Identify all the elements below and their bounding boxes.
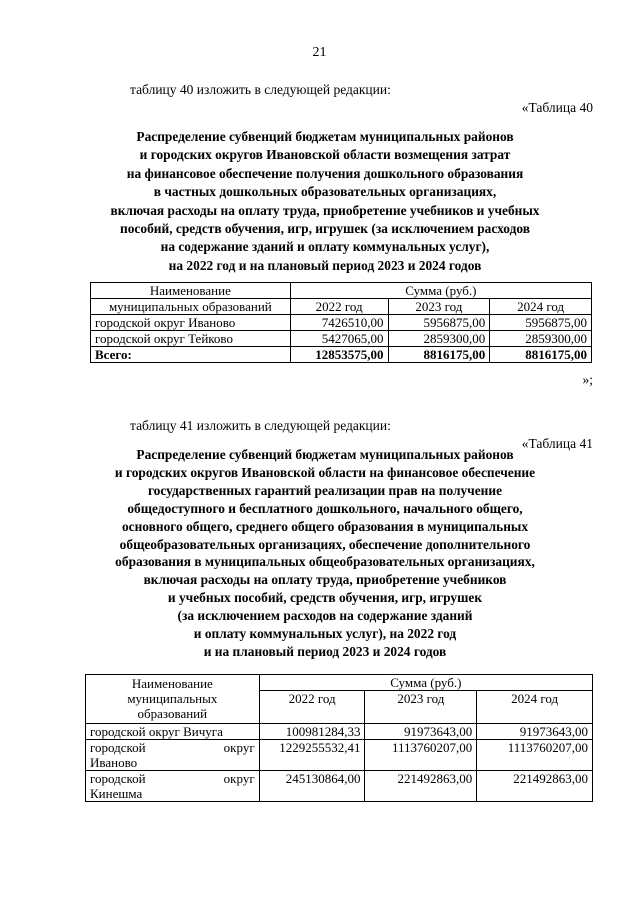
row-name-part: городской bbox=[90, 740, 146, 755]
header-year: 2022 год bbox=[290, 299, 388, 315]
title-line: основного общего, среднего общего образования в муниципальных bbox=[121, 518, 529, 534]
cell-2023: 91973643,00 bbox=[365, 724, 477, 740]
cell-2022: 245130864,00 bbox=[259, 771, 365, 802]
total-2024: 8816175,00 bbox=[490, 347, 592, 363]
cell-2023: 221492863,00 bbox=[365, 771, 477, 802]
title-line: и городских округов Ивановской области возмещения затрат bbox=[139, 147, 511, 163]
title-line: Распределение субвенций бюджетам муниципальных районов bbox=[136, 447, 514, 462]
title-line: на содержание зданий и оплату коммунальных услуг), bbox=[160, 239, 490, 255]
total-row bbox=[91, 347, 592, 363]
title-line: общеобразовательных организациях, обеспечение дополнительного bbox=[119, 536, 531, 552]
title-line: Распределение субвенций бюджетам муниципальных районов bbox=[136, 129, 514, 144]
title-line: включая расходы на оплату труда, приобретение учебников и учебных bbox=[110, 202, 540, 218]
cell-2023: 1113760207,00 bbox=[365, 740, 477, 771]
table-row bbox=[86, 724, 593, 740]
header-name-line: Наименование bbox=[131, 676, 213, 691]
header-sum: Сумма (руб.) bbox=[259, 675, 592, 691]
title-line: на 2022 год и на плановый период 2023 и 2024 годов bbox=[168, 257, 482, 273]
row-name-part: Кинешма bbox=[90, 786, 143, 801]
title-line: пособий, средств обучения, игр, игрушек (за исключением расходов bbox=[120, 221, 530, 237]
cell-2024: 1113760207,00 bbox=[477, 740, 593, 771]
title-line: (за исключением расходов на содержание зданий bbox=[177, 608, 473, 624]
intro-table-41: таблицу 41 изложить в следующей редакции: bbox=[130, 418, 391, 433]
table-40-title bbox=[80, 128, 570, 275]
table-41-title-text bbox=[80, 446, 570, 661]
header-name-line: Наименование bbox=[149, 283, 231, 298]
row-name: городской округ Вичуга bbox=[86, 724, 260, 740]
table-41 bbox=[85, 674, 593, 802]
page-number: 21 bbox=[312, 45, 327, 60]
cell-2023: 2859300,00 bbox=[388, 331, 490, 347]
closing-quote: »; bbox=[582, 372, 593, 387]
header-name-line: муниципальных образований bbox=[91, 299, 291, 315]
cell-2024: 91973643,00 bbox=[477, 724, 593, 740]
cell-2022: 1229255532,41 bbox=[259, 740, 365, 771]
total-2022: 12853575,00 bbox=[290, 347, 388, 363]
cell-2024: 221492863,00 bbox=[477, 771, 593, 802]
title-line: государственных гарантий реализации прав на получение bbox=[147, 482, 503, 498]
cell-2022: 5427065,00 bbox=[290, 331, 388, 347]
cell-2022: 7426510,00 bbox=[290, 315, 388, 331]
header-year: 2024 год bbox=[490, 299, 592, 315]
header-year: 2024 год bbox=[477, 691, 593, 724]
cell-2023: 5956875,00 bbox=[388, 315, 490, 331]
header-year: 2023 год bbox=[388, 299, 490, 315]
title-line: и городских округов Ивановской области на финансовое обеспечение bbox=[114, 464, 536, 480]
header-year: 2023 год bbox=[365, 691, 477, 724]
row-name bbox=[86, 740, 260, 771]
header-name-cell bbox=[86, 675, 260, 724]
row-name-part: Иваново bbox=[90, 755, 138, 770]
total-2023: 8816175,00 bbox=[388, 347, 490, 363]
intro-table-40: таблицу 40 изложить в следующей редакции: bbox=[130, 82, 391, 97]
header-name-line: муниципальных bbox=[127, 691, 218, 706]
row-name: городской округ Тейково bbox=[91, 331, 291, 347]
cell-2024: 2859300,00 bbox=[490, 331, 592, 347]
title-line: образования в муниципальных общеобразовательных организациях, bbox=[115, 554, 535, 570]
table-row bbox=[86, 771, 593, 802]
title-line: в частных дошкольных образовательных организациях, bbox=[153, 184, 497, 200]
table-row bbox=[91, 331, 592, 347]
row-name: городской округ Иваново bbox=[91, 315, 291, 331]
row-name-part: округ bbox=[223, 771, 255, 786]
table-40-label: «Таблица 40 bbox=[521, 100, 593, 115]
title-line: и оплату коммунальных услуг), на 2022 год bbox=[193, 626, 457, 642]
total-label: Всего: bbox=[91, 347, 291, 363]
cell-2022: 100981284,33 bbox=[259, 724, 365, 740]
row-name-part: городской bbox=[90, 771, 146, 786]
table-row bbox=[91, 315, 592, 331]
cell-2024: 5956875,00 bbox=[490, 315, 592, 331]
title-line: и на плановый период 2023 и 2024 годов bbox=[203, 643, 447, 659]
title-line: общедоступного и бесплатного дошкольного, начального общего, bbox=[127, 500, 523, 516]
table-row bbox=[86, 740, 593, 771]
title-line: на финансовое обеспечение получения дошкольного образования bbox=[126, 165, 524, 181]
header-name-cell bbox=[91, 283, 291, 299]
title-line: и учебных пособий, средств обучения, игр, игрушек bbox=[167, 590, 483, 606]
header-name-line: образований bbox=[137, 706, 208, 721]
row-name-part: округ bbox=[223, 740, 255, 755]
row-name bbox=[86, 771, 260, 802]
table-41-label: «Таблица 41 bbox=[521, 436, 593, 451]
table-40 bbox=[90, 282, 592, 363]
header-year: 2022 год bbox=[259, 691, 365, 724]
header-sum: Сумма (руб.) bbox=[290, 283, 591, 299]
title-line: включая расходы на оплату труда, приобретение учебников bbox=[143, 572, 507, 588]
